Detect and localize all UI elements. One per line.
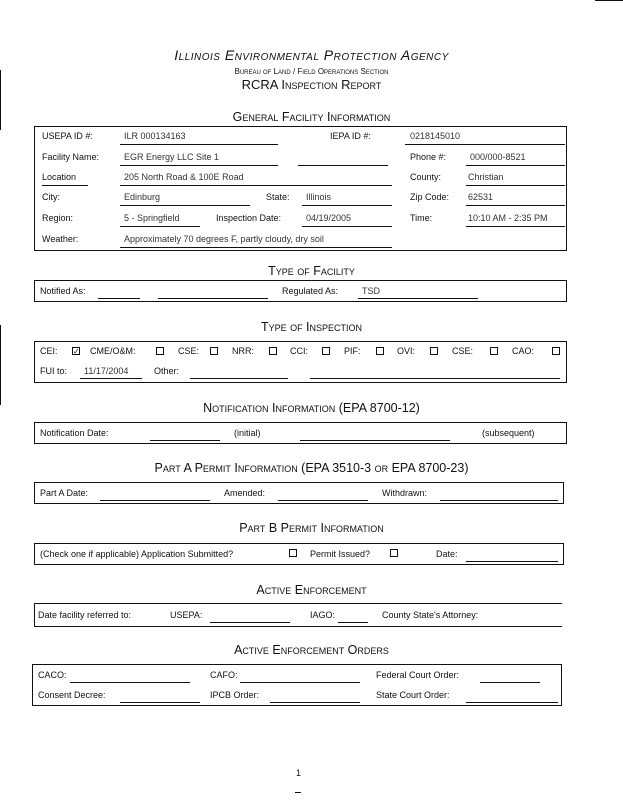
consent-decree-label: Consent Decree: <box>38 690 106 700</box>
inspection-date-value: 04/19/2005 <box>306 213 352 223</box>
facility-type-title: Type of Facility <box>268 264 355 278</box>
weather-label: Weather: <box>42 234 79 244</box>
enforcement-title: Active Enforcement <box>256 583 367 597</box>
notification-title: Notification Information (EPA 8700-12) <box>203 401 420 415</box>
notified-as-label: Notified As: <box>40 286 86 296</box>
facility-name-value: EGR Energy LLC Site 1 <box>124 152 220 162</box>
state-label: State: <box>266 192 290 202</box>
regulated-as-value: TSD <box>362 286 380 296</box>
cme-om-label: CME/O&M: <box>90 346 136 356</box>
zip-value: 62531 <box>468 192 494 202</box>
cci-checkbox[interactable] <box>322 347 330 355</box>
caco-label: CACO: <box>38 670 67 680</box>
pif-label: PIF: <box>344 346 361 356</box>
cme-om-checkbox[interactable] <box>156 347 164 355</box>
iago-referral-label: IAGO: <box>310 610 336 620</box>
time-label: Time: <box>410 213 433 223</box>
bureau-subtitle: Bureau of Land / Field Operations Section <box>234 67 389 76</box>
part-a-title: Part A Permit Information (EPA 3510-3 or EPA 8700-23) <box>154 461 469 475</box>
usepa-referral-label: USEPA: <box>170 610 203 620</box>
scan-edge-mark <box>0 70 1 130</box>
report-title: RCRA Inspection Report <box>241 77 382 92</box>
cse2-checkbox[interactable] <box>490 347 498 355</box>
nrr-label: NRR: <box>232 346 254 356</box>
inspection-date-label: Inspection Date: <box>216 213 282 223</box>
weather-value: Approximately 70 degrees F, partly cloudy, dry soil <box>124 234 324 244</box>
location-label: Location <box>42 172 77 182</box>
agency-title: Illinois Environmental Protection Agency <box>174 47 449 63</box>
city-value: Edinburg <box>124 192 161 202</box>
pif-checkbox[interactable] <box>376 347 384 355</box>
time-value: 10:10 AM - 2:35 PM <box>468 213 548 223</box>
iepa-id-value: 0218145010 <box>410 131 461 141</box>
notification-date-label: Notification Date: <box>40 428 109 438</box>
ovi-checkbox[interactable] <box>430 347 438 355</box>
ipcb-order-label: IPCB Order: <box>210 690 260 700</box>
cafo-label: CAFO: <box>210 670 238 680</box>
federal-court-order-label: Federal Court Order: <box>376 670 460 680</box>
phone-label: Phone #: <box>410 152 447 162</box>
scan-edge-mark <box>0 325 1 405</box>
page-number: 1 <box>296 768 302 778</box>
fui-label: FUI to: <box>40 366 68 376</box>
part-b-check-label: (Check one if applicable) Application Submitted? <box>40 549 234 559</box>
usepa-id-value: ILR 000134163 <box>124 131 186 141</box>
permit-issued-label: Permit Issued? <box>310 549 371 559</box>
scan-edge-mark <box>595 0 623 1</box>
part-b-date-label: Date: <box>436 549 458 559</box>
other-label: Other: <box>154 366 180 376</box>
fui-value: 11/17/2004 <box>84 366 129 376</box>
orders-box <box>32 664 562 706</box>
regulated-as-label: Regulated As: <box>282 286 339 296</box>
iepa-id-label: IEPA ID #: <box>330 131 371 141</box>
notification-initial-label: (initial) <box>234 428 261 438</box>
state-value: Illinois <box>306 192 332 202</box>
cci-label: CCI: <box>290 346 308 356</box>
cao-label: CAO: <box>512 346 535 356</box>
location-value: 205 North Road & 100E Road <box>124 172 244 182</box>
part-a-withdrawn-label: Withdrawn: <box>382 488 428 498</box>
cao-checkbox[interactable] <box>552 347 560 355</box>
application-submitted-checkbox[interactable] <box>289 549 297 557</box>
county-value: Christian <box>468 172 504 182</box>
usepa-id-label: USEPA ID #: <box>42 131 93 141</box>
cse-label: CSE: <box>178 346 200 356</box>
part-a-amended-label: Amended: <box>224 488 266 498</box>
inspection-type-title: Type of Inspection <box>260 320 363 334</box>
cse-checkbox[interactable] <box>210 347 218 355</box>
state-court-order-label: State Court Order: <box>376 690 450 700</box>
phone-value: 000/000-8521 <box>470 152 526 162</box>
part-b-title: Part B Permit Information <box>239 521 384 535</box>
general-section-title: General Facility Information <box>232 110 391 124</box>
referred-to-label: Date facility referred to: <box>38 610 132 620</box>
region-label: Region: <box>42 213 74 223</box>
nrr-checkbox[interactable] <box>269 347 277 355</box>
region-value: 5 - Springfield <box>124 213 180 223</box>
zip-label: Zip Code: <box>410 192 450 202</box>
facility-name-label: Facility Name: <box>42 152 100 162</box>
cei-checkbox-checked[interactable]: ✓ <box>73 347 80 356</box>
notification-subsequent-label: (subsequent) <box>482 428 535 438</box>
county-label: County: <box>410 172 442 182</box>
cei-label: CEI: <box>40 346 58 356</box>
footer-dash <box>295 792 301 793</box>
part-a-date-label: Part A Date: <box>40 488 89 498</box>
cse2-label: CSE: <box>452 346 474 356</box>
permit-issued-checkbox[interactable] <box>390 549 398 557</box>
county-attorney-label: County State's Attorney: <box>382 610 479 620</box>
orders-title: Active Enforcement Orders <box>234 643 389 657</box>
ovi-label: OVI: <box>397 346 416 356</box>
city-label: City: <box>42 192 60 202</box>
